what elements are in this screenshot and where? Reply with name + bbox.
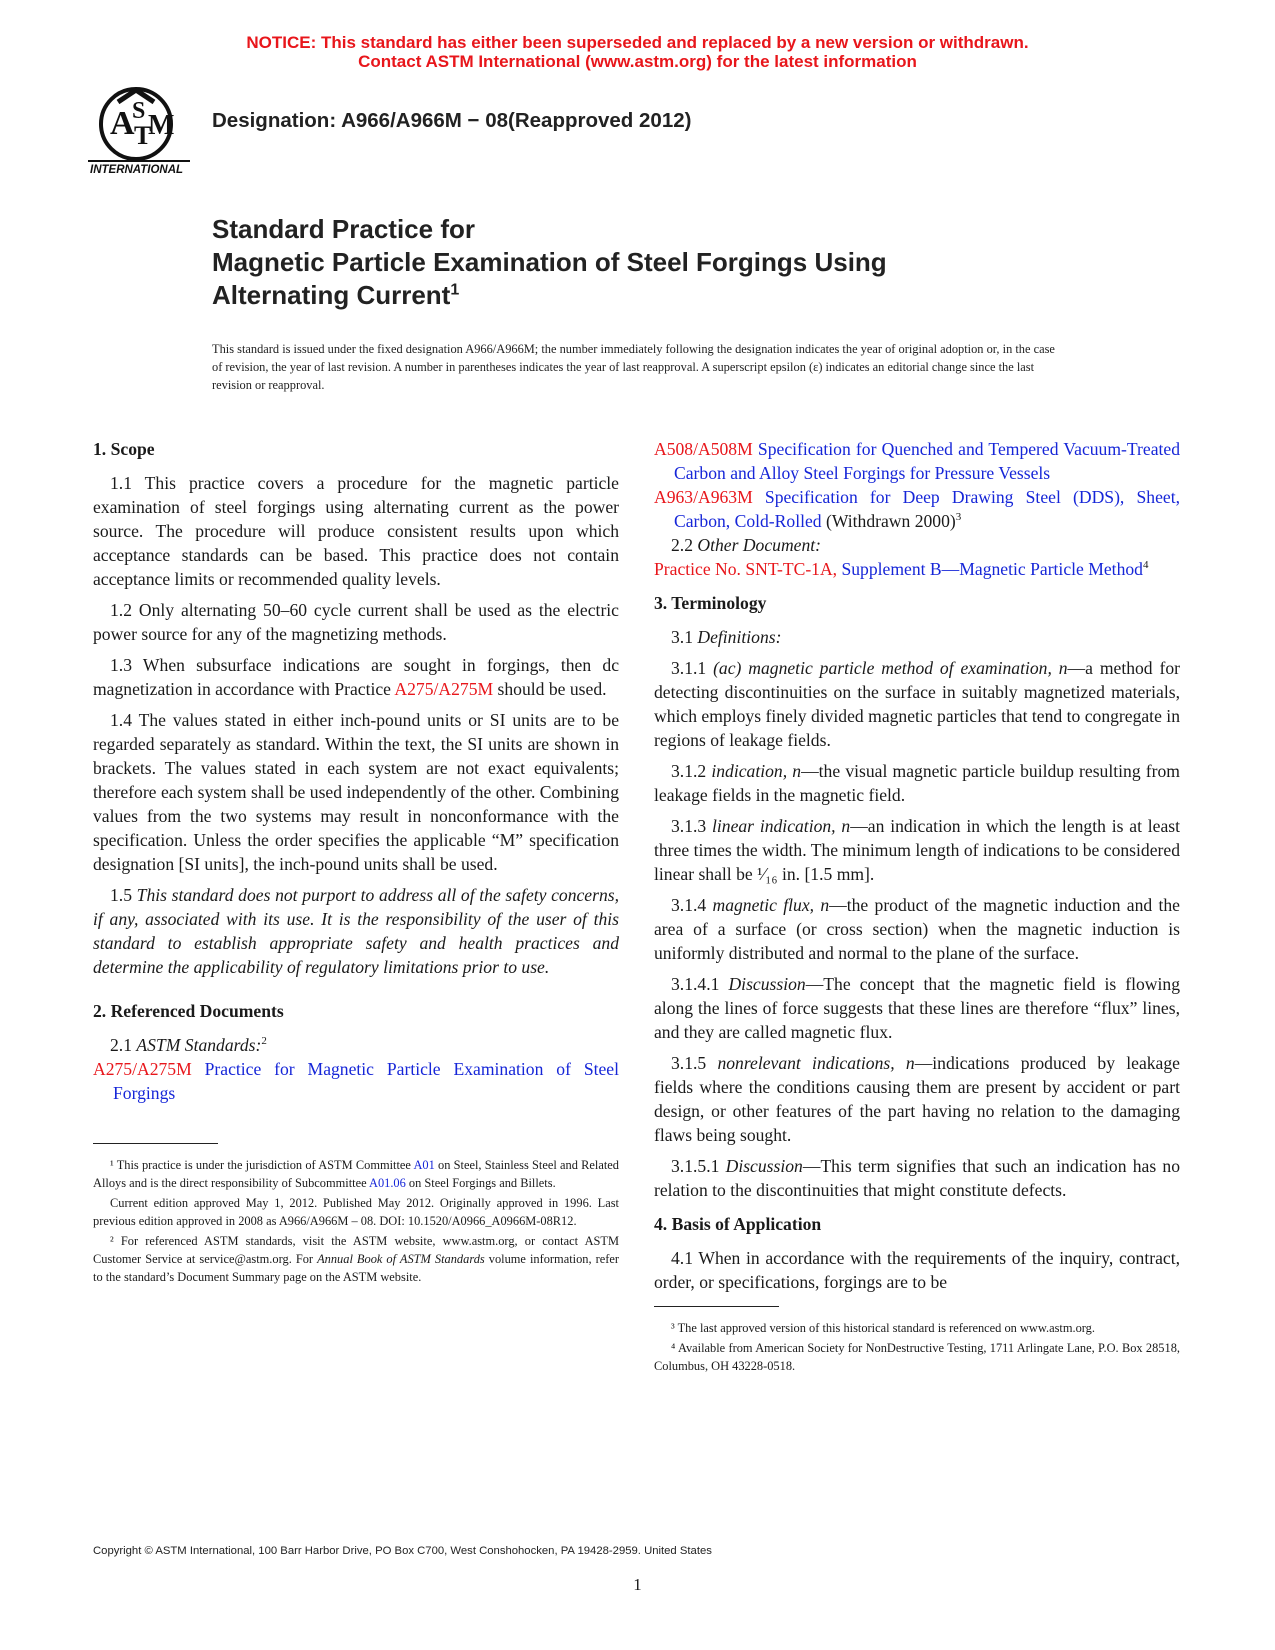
section-3-1-5: 3.1.5 nonrelevant indications, n—indications produced by leakage fields where the conditions causing them are present by accident or part design, or other features of the part having no relation to the damaging flaws being sought. — [654, 1053, 1180, 1145]
issue-note: This standard is issued under the fixed designation A966/A966M; the number immediately following the designation indicates the year of original adoption or, in the case of revision, the year of last revision. A number in parentheses indicates the year of last reapproval. A superscript epsilon (ε) indicates an editorial change since the last revision or reapproval. — [212, 342, 1055, 392]
svg-text:S: S — [132, 98, 146, 124]
svg-text:M: M — [148, 110, 175, 141]
referenced-documents-heading: 2. Referenced Documents — [93, 1001, 284, 1021]
section-1-4: 1.4 The values stated in either inch-pound units or SI units are to be regarded separately as standard. Within the text, the SI units are shown in brackets. The values stated in each system are not exact equivalents; therefore each system shall be used independently of the other. Combining values from the two systems may result in nonconformance with the specification. Unless the order specifies the applicable “M” specification designation [SI units], the inch-pound units shall be used. — [93, 710, 619, 874]
section-1-5: 1.5 This standard does not purport to address all of the safety concerns, if any, associated with its use. It is the responsibility of the user of this standard to establish appropriate safety and health practices and determine the applicability of regulatory limitations prior to use. — [93, 885, 620, 977]
section-3-1-5-1: 3.1.5.1 Discussion—This term signifies that such an indication has no relation to the discontinuities that might constitute defects. — [654, 1156, 1181, 1200]
section-2-2: 2.2 Other Document: — [671, 535, 822, 555]
footnote-1: ¹ This practice is under the jurisdiction of ASTM Committee A01 on Steel, Stainless Steel and Related Alloys and is the direct responsibility of Subcommittee A01.06 on Steel Forgings and Billets. — [93, 1158, 619, 1190]
footnotes-left — [93, 1156, 619, 1286]
a01-link[interactable]: A01 — [413, 1158, 435, 1172]
section-3-1-4-1: 3.1.4.1 Discussion—The concept that the magnetic field is flowing along the lines of force suggests that these lines are therefore “flux” lines, and they are called magnetic flux. — [654, 974, 1180, 1042]
copyright: Copyright © ASTM International, 100 Barr Harbor Drive, PO Box C700, West Conshohocken, PA 19428-2959. United States — [93, 1545, 712, 1557]
basis-of-application-heading: 4. Basis of Application — [654, 1214, 822, 1234]
footnote-4: ⁴ Available from American Society for NonDestructive Testing, 1711 Arlingate Lane, P.O. Box 28518, Columbus, OH 43228-0518. — [654, 1341, 1180, 1373]
section-3-1-2: 3.1.2 indication, n—the visual magnetic particle buildup resulting from leakage fields in the magnetic field. — [654, 761, 1180, 805]
footnote-divider — [93, 1143, 218, 1144]
reference-a275[interactable]: A275/A275M Practice for Magnetic Particle Examination of Steel Forgings — [93, 1059, 619, 1103]
title-footnote-mark: 1 — [450, 281, 460, 299]
reference-a508[interactable]: A508/A508M Specification for Quenched and Tempered Vacuum-Treated Carbon and Alloy Steel Forgings for Pressure Vessels — [654, 439, 1180, 483]
page-number: 1 — [633, 1575, 642, 1594]
section-3-1-1: 3.1.1 (ac) magnetic particle method of examination, n—a method for detecting discontinuities on the surface in suitably magnetized materials, which employs finely divided magnetic particles that tend to congregate in regions of leakage fields. — [654, 658, 1180, 750]
logo-text: INTERNATIONAL — [90, 164, 184, 176]
scope-heading: 1. Scope — [93, 439, 155, 459]
section-3-1-3: 3.1.3 linear indication, n—an indication in which the length is at least three times the width. The minimum length of indications to be considered linear shall be ¹⁄₁₆ in. [1.5 mm]. — [654, 816, 1180, 884]
section-1-3: 1.3 When subsurface indications are sought in forgings, then dc magnetization in accordance with Practice A275/A275M should be used. — [93, 655, 619, 699]
left-column — [93, 437, 619, 1288]
footnote-2: ² For referenced ASTM standards, visit the ASTM website, www.astm.org, or contact ASTM Customer Service at service@astm.org. For Annual Book of ASTM Standards volume information, refer to the standard’s Document Summary page on the ASTM website. — [93, 1234, 619, 1284]
title-line-1: Standard Practice for — [212, 214, 475, 244]
reference-a963[interactable]: A963/A963M Specification for Deep Drawing Steel (DDS), Sheet, Carbon, Cold-Rolled (Withdrawn 2000)$^3$ — [654, 487, 1180, 531]
footnote-1-edition: Current edition approved May 1, 2012. Published May 2012. Originally approved in 1996. Last previous edition approved in 2008 as A966/A966M – 08. DOI: 10.1520/A0966_A0966M-08R12. — [93, 1196, 619, 1228]
document-title — [212, 213, 887, 312]
notice-line-1: NOTICE: This standard has either been superseded and replaced by a new version or withdrawn. — [246, 33, 1029, 52]
svg-text:T: T — [134, 121, 152, 150]
a275-link[interactable]: A275/A275M — [394, 679, 494, 699]
section-2-1: 2.1 ASTM Standards:$^2$ — [110, 1035, 267, 1055]
section-3-1: 3.1 Definitions: — [671, 627, 782, 647]
section-1-1: 1.1 This practice covers a procedure for the magnetic particle examination of steel forgings using alternating current as the power source. The procedure will produce consistent results upon which acceptance standards can be based. This practice does not contain acceptance limits or recommended quality levels. — [93, 473, 619, 589]
reference-snt-tc-1a[interactable]: Practice No. SNT-TC-1A, Supplement B—Magnetic Particle Method$^4$ — [654, 559, 1149, 579]
section-4-1: 4.1 When in accordance with the requirements of the inquiry, contract, order, or specifications, forgings are to be — [654, 1248, 1180, 1292]
right-column — [654, 437, 1180, 1377]
a01-06-link[interactable]: A01.06 — [369, 1176, 406, 1190]
svg-text:A: A — [110, 105, 135, 142]
astm-logo-icon — [88, 82, 200, 178]
astm-international-logo — [88, 82, 200, 178]
section-1-2: 1.2 Only alternating 50–60 cycle current shall be used as the electric power source for any of the magnetizing methods. — [93, 600, 619, 644]
footnote-divider-right — [654, 1306, 779, 1307]
notice-line-2: Contact ASTM International (www.astm.org) for the latest information — [358, 52, 917, 71]
title-line-3: Alternating Current$^1$ — [212, 280, 460, 310]
terminology-heading: 3. Terminology — [654, 593, 767, 613]
footnotes-right — [654, 1319, 1180, 1375]
title-line-2: Magnetic Particle Examination of Steel Forgings Using — [212, 247, 887, 277]
notice-banner — [0, 33, 1275, 71]
footnote-3: ³ The last approved version of this historical standard is referenced on www.astm.org. — [671, 1321, 1095, 1335]
designation: Designation: A966/A966M − 08(Reapproved 2012) — [212, 109, 692, 132]
section-3-1-4: 3.1.4 magnetic flux, n—the product of the magnetic induction and the area of a surface (or cross section) when the magnetic induction is uniformly distributed and normal to the plane of the surface. — [654, 895, 1180, 963]
